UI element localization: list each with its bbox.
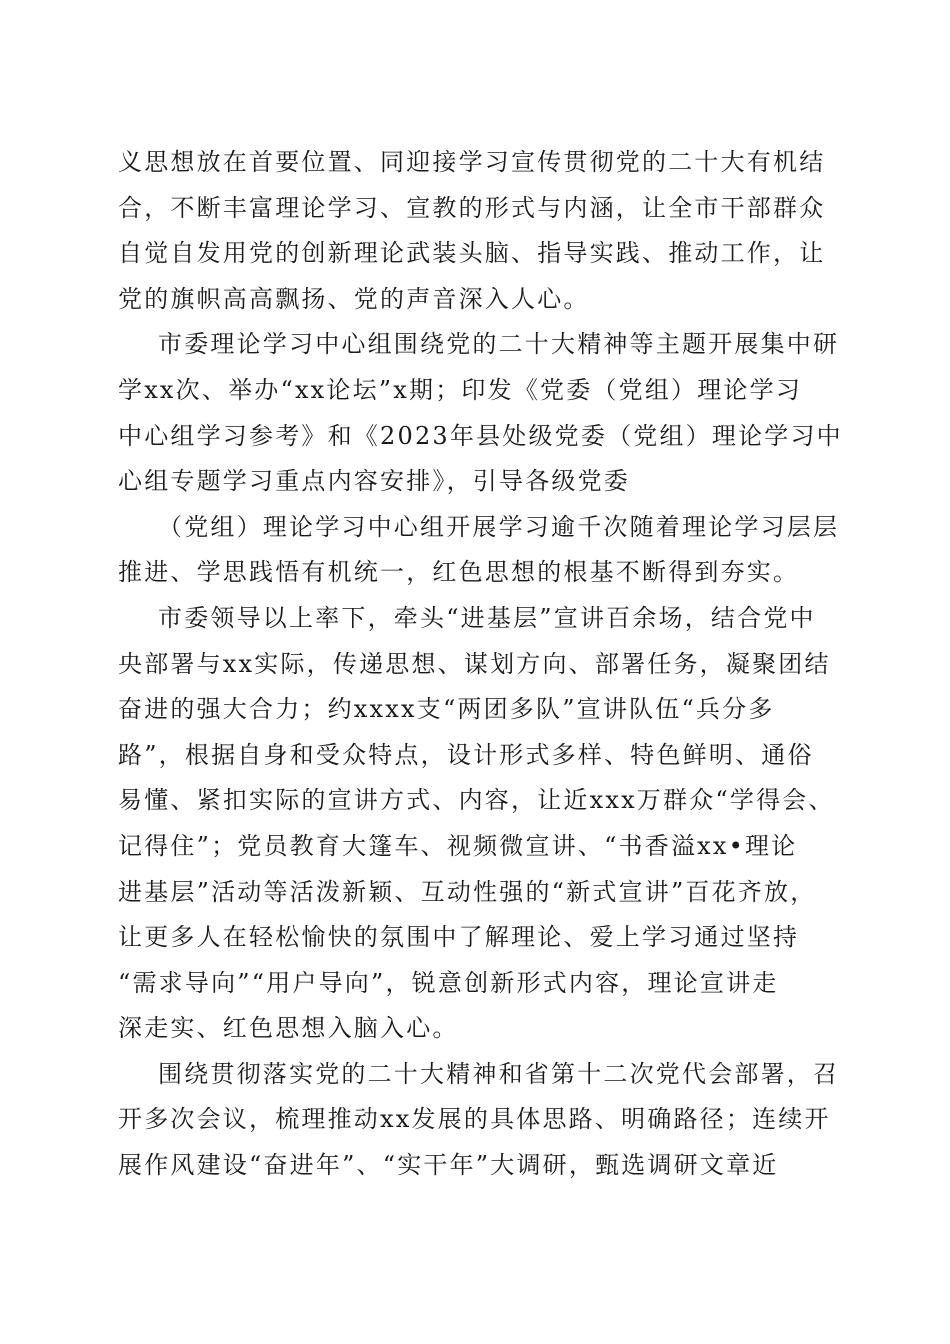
text-line: 党的旗帜高高飘扬、党的声音深入人心。 <box>118 284 590 313</box>
text-line: 学xx次、举办“xx论坛”x期；印发《党委（党组）理论学习 <box>118 375 803 404</box>
text-line: 易懂、紧扣实际的宣讲方式、内容，让近xxx万群众“学得会、 <box>118 786 835 815</box>
text-line: 市委理论学习中心组围绕党的二十大精神等主题开展集中研 <box>158 330 840 359</box>
document-body <box>118 140 843 1189</box>
paragraph-2 <box>118 322 843 504</box>
paragraph-3 <box>118 505 838 596</box>
text-line: 自觉自发用党的创新理论武装头脑、指导实践、推动工作，让 <box>118 239 826 268</box>
text-line: （党组）理论学习中心组开展学习逾千次随着理论学习层层 <box>158 512 840 541</box>
text-line: 开多次会议，梳理推动xx发展的具体思路、明确路径；连续开 <box>118 1105 831 1134</box>
paragraph-1 <box>118 140 838 322</box>
text-line: 中心组学习参考》和《2023年县处级党委（党组）理论学习中 <box>118 421 843 450</box>
text-line: 展作风建设“奋进年”、“实干年”大调研，甄选调研文章近 <box>118 1151 779 1180</box>
paragraph-4 <box>118 596 838 1052</box>
text-line: 围绕贯彻落实党的二十大精神和省第十二次党代会部署，召 <box>158 1059 840 1088</box>
text-line: 央部署与xx实际，传递思想、谋划方向、部署任务，凝聚团结 <box>118 649 831 678</box>
text-line: 记得住”；党员教育大篷车、视频微宣讲、“书香溢xx•理论 <box>118 831 798 860</box>
text-line: 心组专题学习重点内容安排》，引导各级党委 <box>118 467 630 496</box>
text-line: 深走实、红色思想入脑入心。 <box>118 1014 459 1043</box>
text-line: “需求导向”“用户导向”，锐意创新形式内容，理论宣讲走 <box>118 968 779 997</box>
text-line: 奋进的强大合力；约xxxx支“两团多队”宣讲队伍“兵分多 <box>118 695 775 724</box>
text-line: 推进、学思践悟有机统一，红色思想的根基不断得到夯实。 <box>118 558 800 587</box>
paragraph-5 <box>118 1052 838 1189</box>
text-line: 市委领导以上率下，牵头“进基层”宣讲百余场，结合党中 <box>158 603 816 632</box>
text-line: 进基层”活动等活泼新颖、互动性强的“新式宣讲”百花齐放， <box>118 877 817 906</box>
text-line: 义思想放在首要位置、同迎接学习宣传贯彻党的二十大有机结 <box>118 148 826 176</box>
text-line: 合，不断丰富理论学习、宣教的形式与内涵，让全市干部群众 <box>118 193 826 222</box>
text-line: 让更多人在轻松愉快的氛围中了解理论、爱上学习通过坚持 <box>118 923 800 952</box>
text-line: 路”，根据自身和受众特点，设计形式多样、特色鲜明、通俗 <box>118 740 814 769</box>
